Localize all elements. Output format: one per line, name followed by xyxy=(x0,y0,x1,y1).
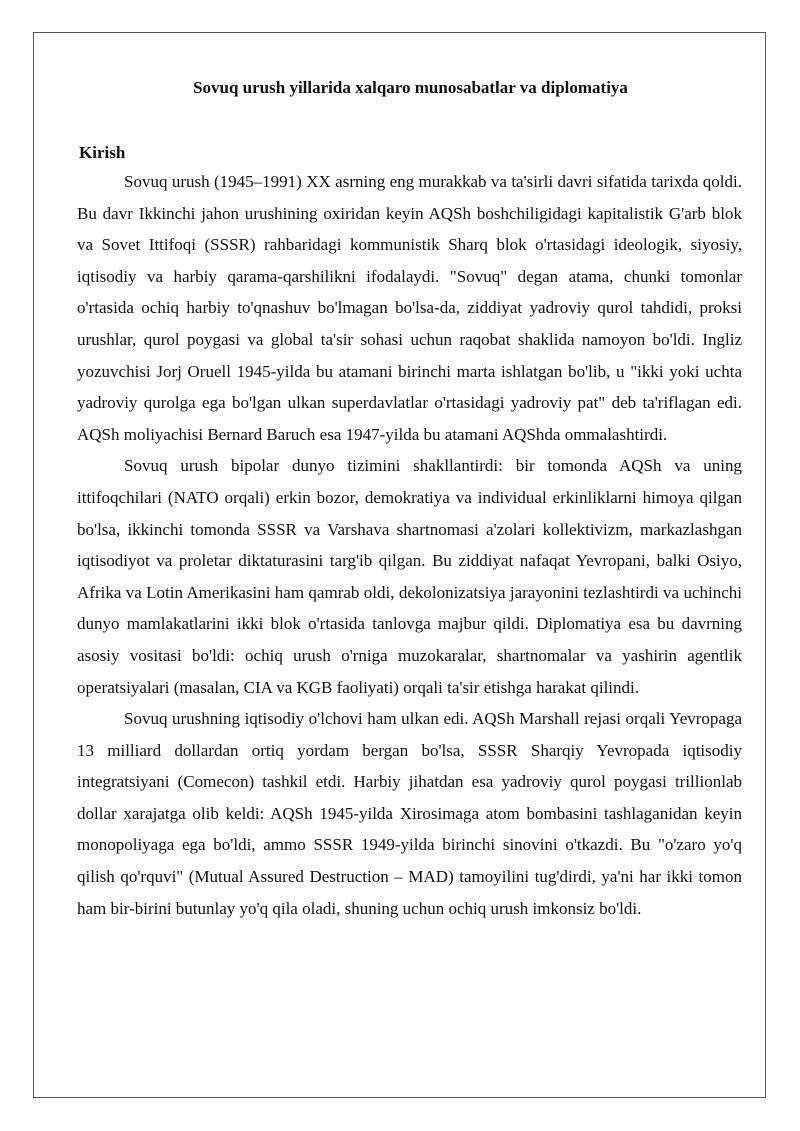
document-title: Sovuq urush yillarida xalqaro munosabatlar va diplomatiya xyxy=(193,78,628,97)
paragraph-3: Sovuq urushning iqtisodiy o'lchovi ham ulkan edi. AQSh Marshall rejasi orqali Yevropaga 13 milliard dollardan ortiq yordam bergan bo'lsa, SSSR Sharqiy Yevropada iqtisodiy integratsiyani (Comecon) tashkil etdi. Harbiy jihatdan esa yadroviy qurol poygasi trillionlab dollar xarajatga olib keldi: AQSh 1945-yilda Xirosimaga atom bombasini tashlaganidan keyin monopoliyaga ega bo'ldi, ammo SSSR 1949-yilda birinchi sinovini o'tkazdi. Bu "o'zaro yo'q qilish qo'rquvi" (Mutual Assured Destruction – MAD) tamoyilini tug'dirdi, ya'ni har ikki tomon ham bir-birini butunlay yo'q qila oladi, shuning uchun ochiq urush imkonsiz bo'ldi. xyxy=(77,709,742,918)
section-heading: Kirish xyxy=(79,143,126,162)
paragraph-1: Sovuq urush (1945–1991) XX asrning eng murakkab va ta'sirli davri sifatida tarixda qoldi. Bu davr Ikkinchi jahon urushining oxiridan keyin AQSh boshchiligidagi kapitalistik G'arb blok va Sovet Ittifoqi (SSSR) rahbaridagi kommunistik Sharq blok o'rtasidagi ideologik, siyosiy, iqtisodiy va harbiy qarama-qarshilikni ifodalaydi. "Sovuq" degan atama, chunki tomonlar o'rtasida ochiq harbiy to'qnashuv bo'lmagan bo'lsa-da, ziddiyat yadroviy qurol tahdidi, proksi urushlar, qurol poygasi va global ta'sir sohasi uchun raqobat shaklida namoyon bo'ldi. Ingliz yozuvchisi Jorj Oruell 1945-yilda bu atamani birinchi marta ishlatgan bo'lib, u "ikki yoki uchta yadroviy qurolga ega bo'lgan ulkan superdavlatlar o'rtasidagi yadroviy pat" deb ta'riflagan edi. AQSh moliyachisi Bernard Baruch esa 1947-yilda bu atamani AQShda ommalashtirdi. xyxy=(77,172,742,444)
document-body xyxy=(77,74,742,924)
paragraph-2: Sovuq urush bipolar dunyo tizimini shakllantirdi: bir tomonda AQSh va uning ittifoqchilari (NATO orqali) erkin bozor, demokratiya va individual erkinliklarni himoya qilgan bo'lsa, ikkinchi tomonda SSSR va Varshava shartnomasi a'zolari kollektivizm, markazlashgan iqtisodiyot va proletar diktaturasini targ'ib qilgan. Bu ziddiyat nafaqat Yevropani, balki Osiyo, Afrika va Lotin Amerikasini ham qamrab oldi, dekolonizatsiya jarayonini tezlashtirdi va uchinchi dunyo mamlakatlarini ikki blok o'rtasida tanlovga majbur qildi. Diplomatiya esa bu davrning asosiy vositasi bo'ldi: ochiq urush o'rniga muzokaralar, shartnomalar va yashirin agentlik operatsiyalari (masalan, CIA va KGB faoliyati) orqali ta'sir etishga harakat qilindi. xyxy=(77,456,742,697)
